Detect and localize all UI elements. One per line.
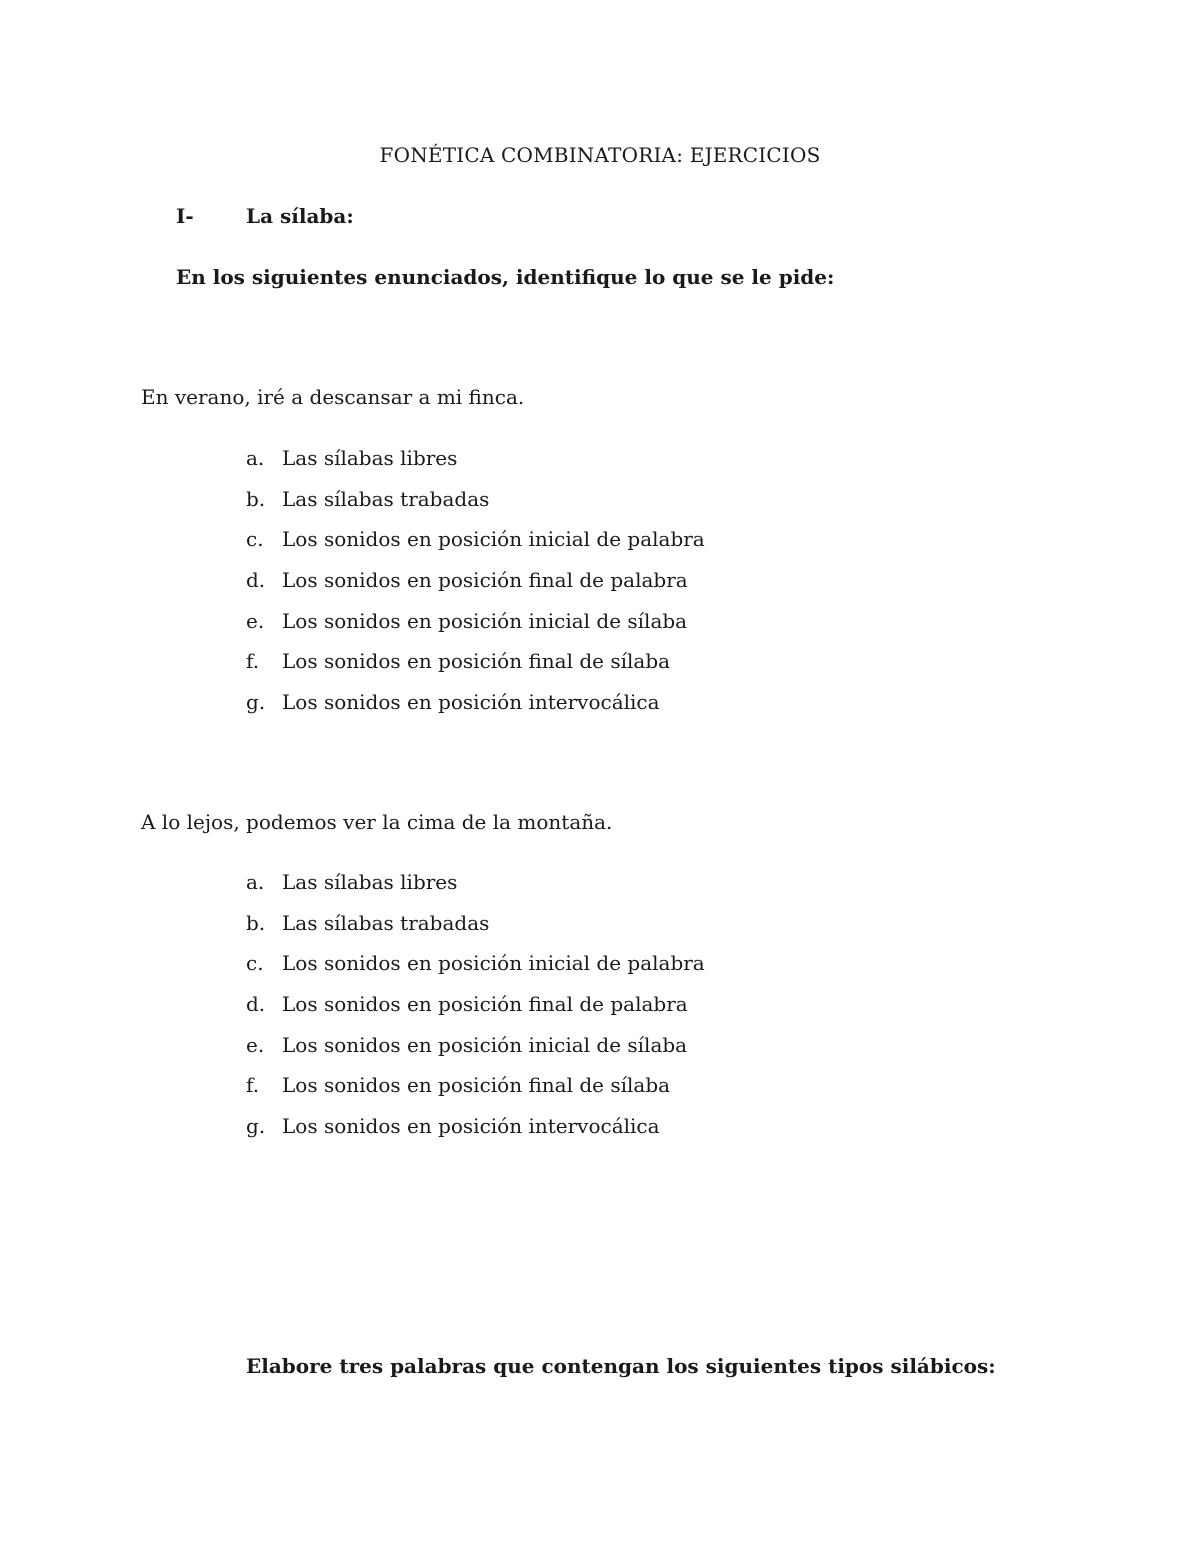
option-text: Los sonidos en posición inicial de palabra	[282, 951, 705, 976]
list-item	[246, 869, 705, 910]
list-item	[246, 1072, 705, 1113]
option-text: Los sonidos en posición intervocálica	[282, 1114, 660, 1139]
option-text: Los sonidos en posición final de palabra	[282, 992, 688, 1017]
option-letter: d.	[246, 992, 266, 1017]
option-text: Los sonidos en posición final de sílaba	[282, 1073, 671, 1098]
option-letter: e.	[246, 608, 265, 633]
option-text: Los sonidos en posición inicial de sílaba	[282, 1032, 688, 1057]
option-text: Las sílabas trabadas	[282, 486, 490, 511]
exercise-sentence: A lo lejos, podemos ver la cima de la montaña.	[141, 810, 613, 834]
list-item	[246, 445, 705, 486]
option-letter: c.	[246, 951, 264, 976]
section-heading	[176, 204, 354, 228]
option-text: Las sílabas libres	[282, 870, 458, 894]
option-letter: f.	[246, 1073, 260, 1098]
option-text: Las sílabas trabadas	[282, 910, 490, 935]
list-item	[246, 950, 705, 991]
list-item	[246, 648, 705, 689]
option-text: Los sonidos en posición final de sílaba	[282, 649, 671, 674]
option-letter: d.	[246, 568, 266, 593]
option-text: Las sílabas libres	[282, 446, 458, 470]
option-letter: c.	[246, 527, 264, 552]
list-item	[246, 486, 705, 527]
list-item	[246, 991, 705, 1032]
final-instruction: Elabore tres palabras que contengan los siguientes tipos silábicos:	[246, 1354, 996, 1378]
list-item	[246, 1113, 705, 1154]
list-item	[246, 567, 705, 608]
list-item	[246, 608, 705, 649]
list-item	[246, 526, 705, 567]
list-item	[246, 910, 705, 951]
list-item	[246, 1032, 705, 1073]
instruction-text: En los siguientes enunciados, identifique lo que se le pide:	[176, 265, 835, 289]
option-letter: b.	[246, 486, 266, 511]
option-letter: g.	[246, 1114, 266, 1139]
option-letter: f.	[246, 649, 260, 674]
section-title: La sílaba:	[246, 204, 354, 228]
option-text: Los sonidos en posición intervocálica	[282, 690, 660, 715]
document-title: FONÉTICA COMBINATORIA: EJERCICIOS	[379, 143, 821, 167]
option-text: Los sonidos en posición inicial de sílaba	[282, 608, 688, 633]
option-text: Los sonidos en posición final de palabra	[282, 568, 688, 593]
option-letter: g.	[246, 690, 266, 715]
exercise-options-list	[246, 869, 705, 1154]
option-letter: e.	[246, 1032, 265, 1057]
section-number: I-	[176, 204, 194, 228]
list-item	[246, 689, 705, 730]
exercise-sentence: En verano, iré a descansar a mi finca.	[141, 385, 525, 409]
option-letter: a.	[246, 870, 265, 894]
option-letter: b.	[246, 910, 266, 935]
exercise-options-list	[246, 445, 705, 730]
option-letter: a.	[246, 446, 265, 470]
option-text: Los sonidos en posición inicial de palabra	[282, 527, 705, 552]
